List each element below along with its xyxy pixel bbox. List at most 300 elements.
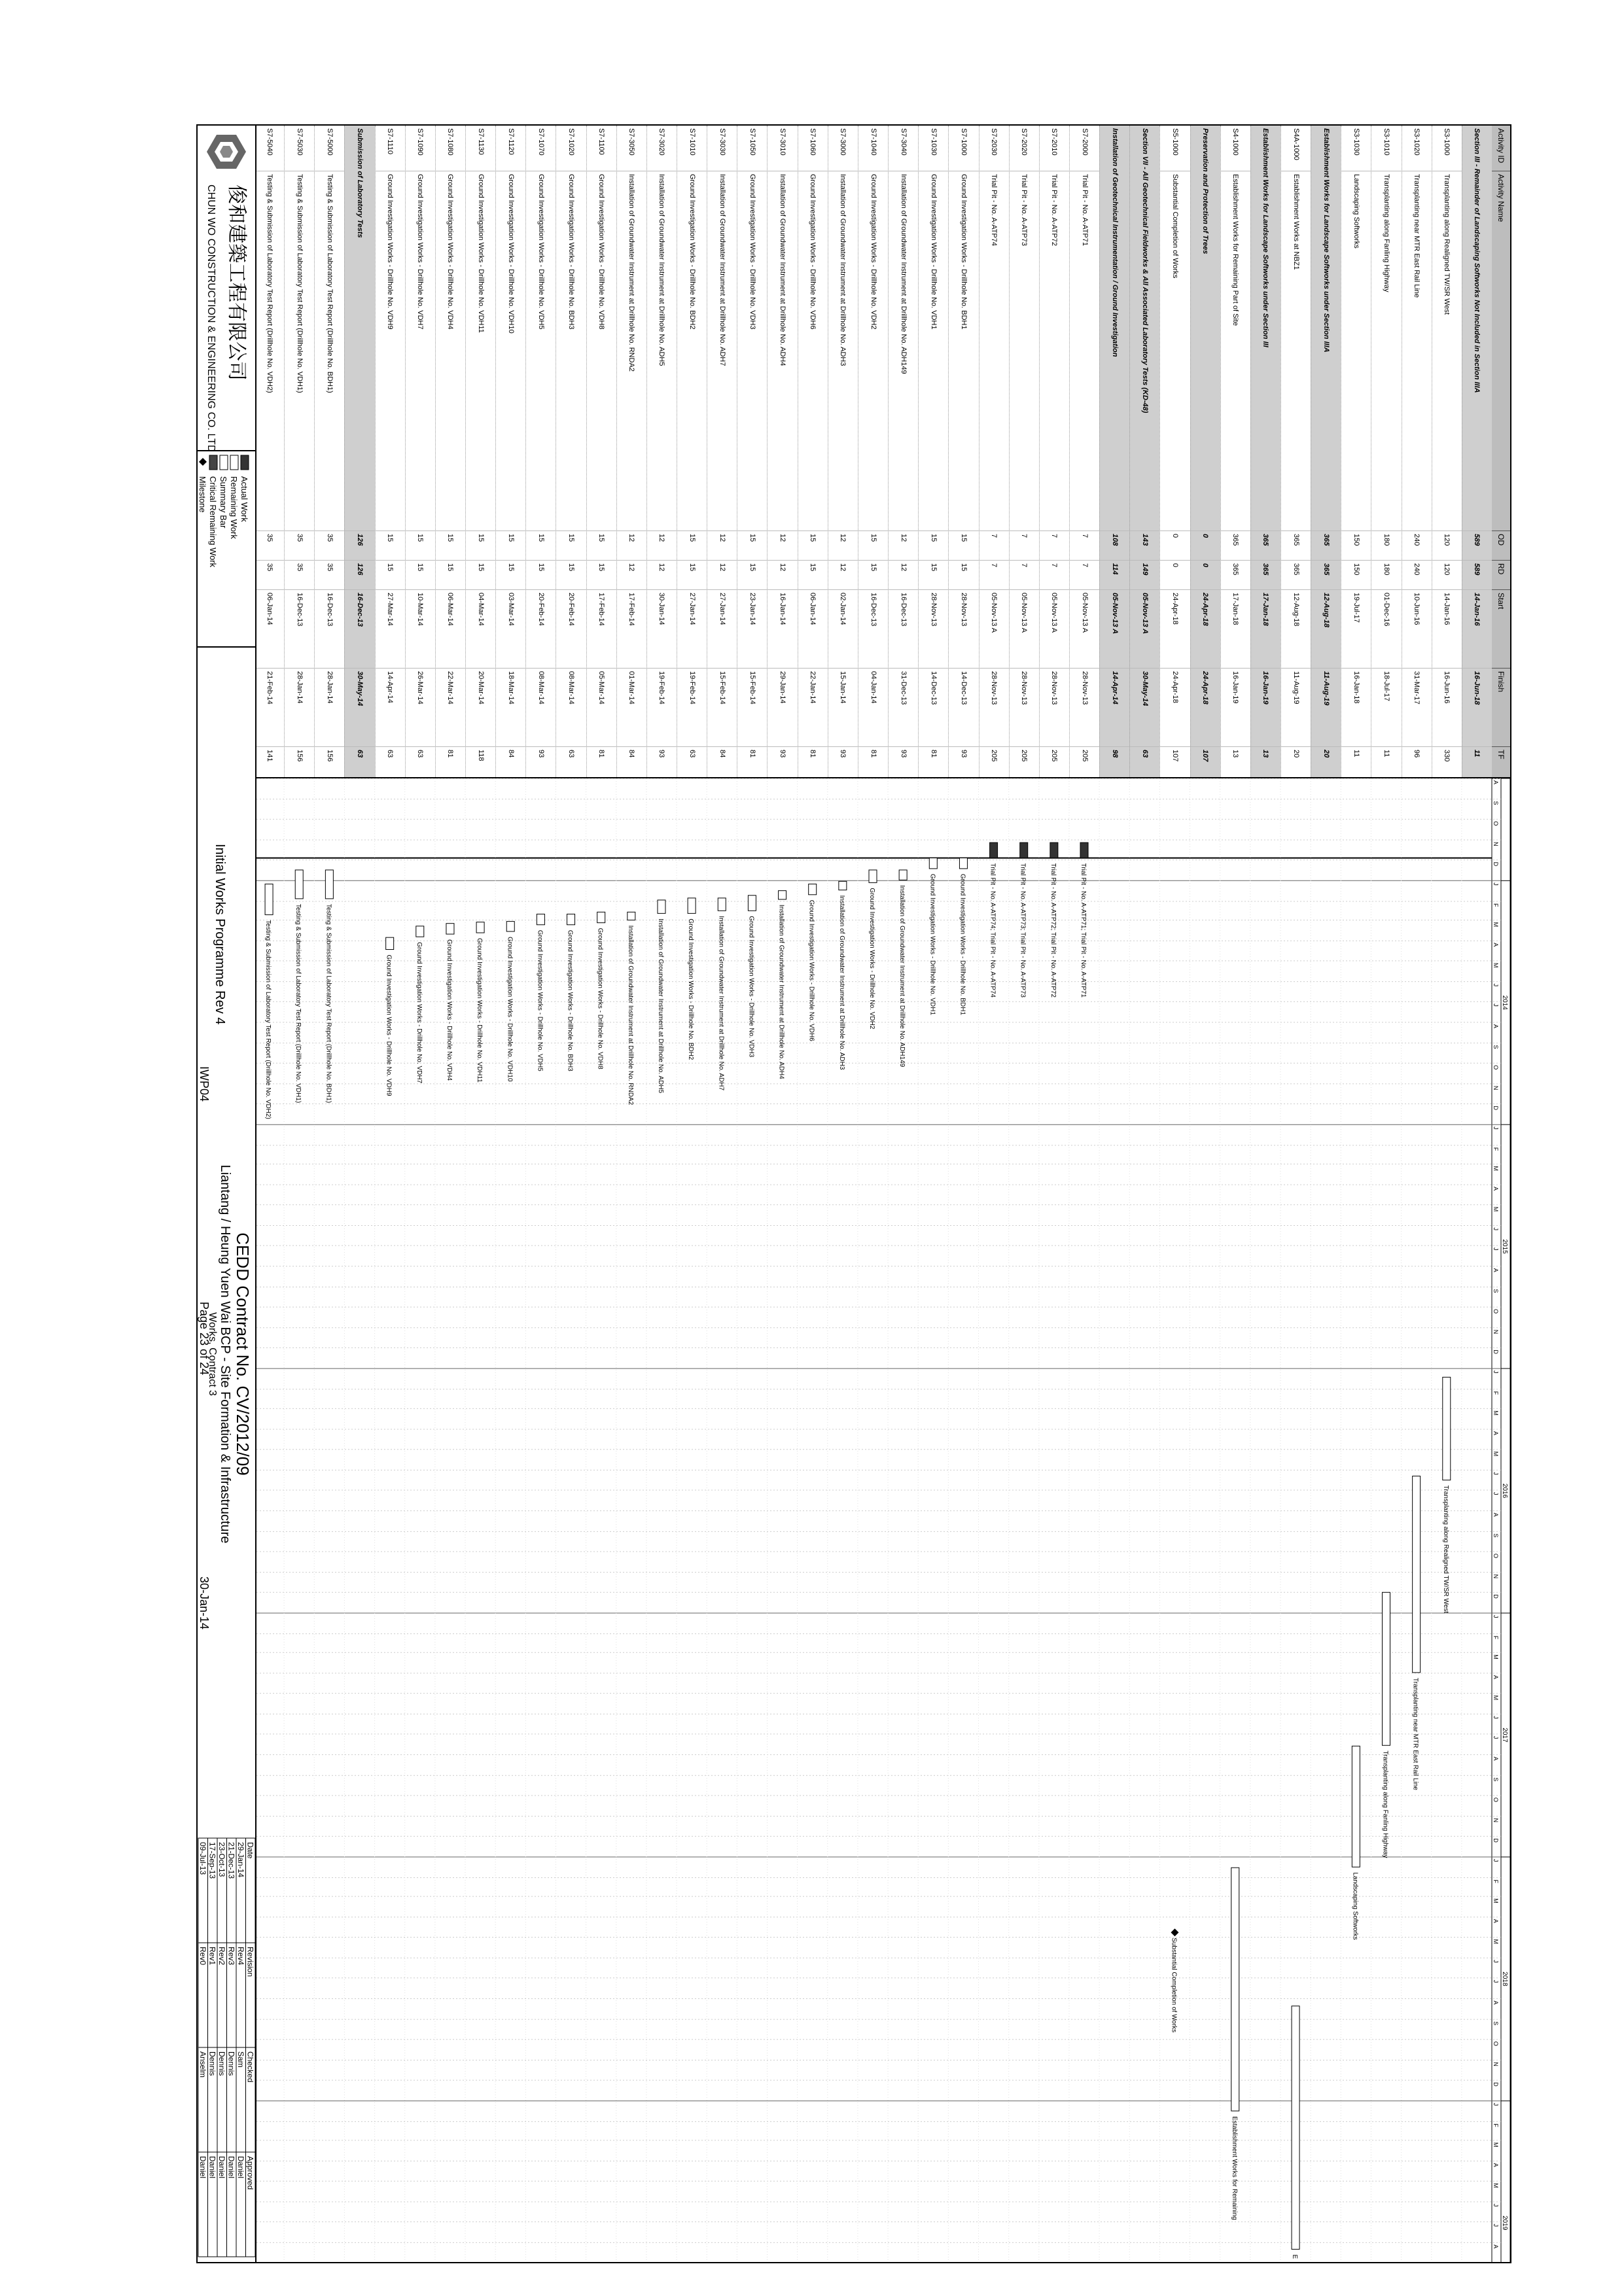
revision-cell: Rev2 bbox=[217, 1947, 226, 1966]
revision-table bbox=[198, 1838, 255, 2257]
cell-tf: 13 bbox=[1251, 747, 1280, 778]
table-row bbox=[918, 126, 948, 777]
remaining-work-bar bbox=[688, 898, 696, 913]
bar-label: Ground Investigation Works - Drillhole No. VDH3 bbox=[747, 916, 755, 1058]
month-tick-label: D bbox=[1492, 1838, 1499, 1843]
cell-tf: 93 bbox=[647, 747, 677, 778]
cell-tf: 20 bbox=[1281, 747, 1311, 778]
remaining-work-bar bbox=[567, 914, 575, 924]
cell-activity-name: Installation of Groundwater Instrument at Drillhole No. RNDA2 bbox=[617, 171, 646, 531]
cell-activity-name: Preservation and Protection of Trees bbox=[1191, 126, 1220, 531]
table-row bbox=[255, 126, 284, 777]
revision-cell: Anselm bbox=[198, 2051, 207, 2078]
month-tick-label: S bbox=[1492, 1533, 1499, 1538]
page bbox=[26, 26, 1598, 2270]
bar-label: Ground Investigation Works - Drillhole No. VDH10 bbox=[506, 936, 514, 1082]
cell-od: 108 bbox=[1100, 531, 1129, 561]
revision-cell: Daniel bbox=[226, 2156, 236, 2179]
cell-finish: 14-Apr-14 bbox=[1100, 669, 1129, 747]
cell-activity-name: Ground Investigation Works - Drillhole No. VDH10 bbox=[496, 171, 525, 531]
cell-activity-id: S7-1010 bbox=[677, 126, 707, 171]
month-tick-label: A bbox=[1492, 1024, 1499, 1028]
cell-start: 05-Nov-13 A bbox=[1010, 590, 1039, 669]
bar-label: Ground Investigation Works - Drillhole No. VDH6 bbox=[807, 899, 815, 1041]
revision-cell: Sam bbox=[236, 2051, 245, 2068]
cell-activity-id: S7-5040 bbox=[255, 126, 284, 171]
cell-activity-name: Installation of Groundwater Instrument at Drillhole No. ADH4 bbox=[768, 171, 798, 531]
cell-activity-name: Installation of Groundwater Instrument at Drillhole No. ADH149 bbox=[889, 171, 918, 531]
cell-activity-id: S4A-1000 bbox=[1281, 126, 1311, 171]
month-tick-label: J bbox=[1492, 1227, 1499, 1230]
title-svg bbox=[198, 648, 255, 2261]
month-tick-label: M bbox=[1492, 1939, 1499, 1944]
cell-tf: 11 bbox=[1341, 747, 1371, 778]
table-row bbox=[1069, 126, 1099, 777]
cell-start: 12-Aug-18 bbox=[1311, 590, 1341, 669]
month-tick-label: F bbox=[1492, 1635, 1499, 1640]
remaining-work-bar bbox=[265, 884, 273, 914]
month-tick-label: F bbox=[1492, 1147, 1499, 1151]
cell-rd: 12 bbox=[647, 561, 677, 590]
cell-finish: 28-Nov-13 bbox=[980, 669, 1009, 747]
cell-activity-name: Ground Investigation Works - Drillhole No. VDH7 bbox=[406, 171, 435, 531]
cell-finish: 08-Mar-14 bbox=[556, 669, 586, 747]
table-row bbox=[737, 126, 767, 777]
table-row bbox=[1402, 126, 1432, 777]
section-row bbox=[1129, 126, 1159, 777]
cell-tf: 84 bbox=[496, 747, 525, 778]
document-code: IWP04 bbox=[198, 1066, 211, 1102]
gantt-chart bbox=[255, 778, 1511, 2263]
month-tick-label: N bbox=[1492, 1085, 1499, 1090]
page-number: Page 23 of 24 bbox=[198, 1302, 211, 1376]
cell-od: 15 bbox=[466, 531, 495, 561]
cell-activity-id: S7-3030 bbox=[707, 126, 737, 171]
cell-finish: 20-Mar-14 bbox=[466, 669, 495, 747]
cell-finish: 21-Feb-14 bbox=[255, 669, 284, 747]
revision-cell: 09-Jul-13 bbox=[198, 1842, 207, 1875]
cell-activity-id: S7-1120 bbox=[496, 126, 525, 171]
bar-label: Substantial Completion of Works bbox=[1170, 1938, 1178, 2033]
cell-start: 17-Feb-14 bbox=[617, 590, 646, 669]
cell-rd: 12 bbox=[889, 561, 918, 590]
cell-od: 35 bbox=[255, 531, 284, 561]
cell-activity-name: Ground Investigation Works - Drillhole No. VDH2 bbox=[858, 171, 888, 531]
company-name-chinese: 俊和建築工程有限公司 bbox=[226, 184, 247, 381]
revision-header: Checked bbox=[245, 2051, 255, 2083]
cell-od: 7 bbox=[1010, 531, 1039, 561]
cell-rd: 15 bbox=[496, 561, 525, 590]
month-tick-label: F bbox=[1492, 1879, 1499, 1884]
month-tick-label: N bbox=[1492, 1818, 1499, 1823]
cell-od: 15 bbox=[677, 531, 707, 561]
cell-tf: 63 bbox=[345, 747, 374, 778]
month-tick-label: F bbox=[1492, 2123, 1499, 2127]
cell-tf: 205 bbox=[1040, 747, 1069, 778]
table-row bbox=[646, 126, 677, 777]
month-tick-label: D bbox=[1492, 1105, 1499, 1111]
revision-cell: Daniel bbox=[198, 2156, 207, 2179]
remaining-work-bar bbox=[537, 914, 544, 924]
cell-activity-id: S7-1000 bbox=[949, 126, 978, 171]
cell-tf: 156 bbox=[285, 747, 314, 778]
cell-start: 24-Apr-18 bbox=[1191, 590, 1220, 669]
cell-start: 28-Nov-13 bbox=[949, 590, 978, 669]
month-tick-label: J bbox=[1492, 1735, 1499, 1739]
year-tick-label: 2017 bbox=[1501, 1728, 1508, 1743]
month-tick-label: N bbox=[1492, 1574, 1499, 1579]
cell-activity-id: S7-5030 bbox=[285, 126, 314, 171]
revision-cell: 21-Dec-13 bbox=[226, 1842, 236, 1879]
bar-label: Testing & Submission of Laboratory Test Report (Drillhole No. BDH1) bbox=[325, 903, 332, 1104]
month-tick-label: J bbox=[1492, 1858, 1499, 1862]
cell-finish: 24-Apr-18 bbox=[1160, 669, 1190, 747]
cell-activity-id: S7-3000 bbox=[828, 126, 858, 171]
cell-rd: 589 bbox=[1462, 561, 1492, 590]
month-tick-label: J bbox=[1492, 1126, 1499, 1130]
cell-rd: 240 bbox=[1402, 561, 1432, 590]
cell-tf: 13 bbox=[1221, 747, 1250, 778]
revision-cell: Daniel bbox=[217, 2156, 226, 2179]
cell-od: 15 bbox=[798, 531, 828, 561]
cell-od: 0 bbox=[1191, 531, 1220, 561]
table-row bbox=[375, 126, 405, 777]
cell-start: 19-Jul-17 bbox=[1341, 590, 1371, 669]
cell-rd: 12 bbox=[617, 561, 646, 590]
month-tick-label: D bbox=[1492, 1594, 1499, 1599]
legend-swatch bbox=[220, 455, 228, 470]
table-row bbox=[556, 126, 586, 777]
year-tick-label: 2015 bbox=[1501, 1239, 1508, 1254]
cell-tf: 84 bbox=[707, 747, 737, 778]
cell-rd: 114 bbox=[1100, 561, 1129, 590]
cell-finish: 19-Feb-14 bbox=[677, 669, 707, 747]
cell-tf: 81 bbox=[798, 747, 828, 778]
company-name-english: CHUN WO CONSTRUCTION & ENGINEERING CO. LTD. bbox=[205, 184, 217, 450]
project-title-line-2: Works, Contract 3 bbox=[207, 1312, 218, 1396]
cell-activity-name: Installation of Groundwater Instrument at Drillhole No. ADH3 bbox=[828, 171, 858, 531]
revision-header: Revision bbox=[245, 1947, 255, 1977]
header-finish: Finish bbox=[1492, 669, 1510, 747]
month-tick-label: M bbox=[1492, 2183, 1499, 2188]
table-row bbox=[888, 126, 918, 777]
bar-label: Ground Investigation Works - Drillhole No. VDH1 bbox=[928, 873, 936, 1015]
cell-activity-id: S7-1050 bbox=[737, 126, 767, 171]
cell-start: 30-Jan-14 bbox=[647, 590, 677, 669]
cell-rd: 0 bbox=[1160, 561, 1190, 590]
cell-od: 365 bbox=[1251, 531, 1280, 561]
section-row bbox=[1250, 126, 1280, 777]
milestone-marker bbox=[1171, 1928, 1178, 1936]
bar-label: Trial Pit - No. A-ATP71; Trial Pit - No. A-ATP71 bbox=[1080, 863, 1087, 998]
cell-rd: 150 bbox=[1341, 561, 1371, 590]
cell-finish: 28-Jan-14 bbox=[285, 669, 314, 747]
legend-swatch bbox=[199, 458, 207, 466]
cell-activity-id: S7-3050 bbox=[617, 126, 646, 171]
print-date: 30-Jan-14 bbox=[198, 1576, 211, 1630]
cell-od: 12 bbox=[617, 531, 646, 561]
cell-od: 120 bbox=[1432, 531, 1462, 561]
month-tick-label: J bbox=[1492, 1716, 1499, 1719]
cell-rd: 7 bbox=[1040, 561, 1069, 590]
cell-rd: 180 bbox=[1371, 561, 1401, 590]
month-tick-label: A bbox=[1492, 780, 1499, 785]
cell-finish: 16-Jan-19 bbox=[1221, 669, 1250, 747]
bar-label: Ground Investigation Works - Drillhole No. BDH2 bbox=[687, 918, 695, 1060]
cell-finish: 28-Nov-13 bbox=[1070, 669, 1099, 747]
cell-od: 589 bbox=[1462, 531, 1492, 561]
cell-activity-name: Trial Pit - No. A-ATP71 bbox=[1070, 171, 1099, 531]
bar-label: Ground Investigation Works - Drillhole No. VDH4 bbox=[445, 939, 453, 1081]
cell-activity-id: S7-1060 bbox=[798, 126, 828, 171]
remaining-work-bar bbox=[295, 870, 303, 899]
cell-tf: 205 bbox=[980, 747, 1009, 778]
cell-od: 35 bbox=[285, 531, 314, 561]
cell-od: 150 bbox=[1341, 531, 1371, 561]
bar-label: Trial Pit - No. A-ATP74; Trial Pit - No. A-ATP74 bbox=[989, 863, 997, 998]
company-logo bbox=[198, 126, 255, 450]
bar-label: Transplanting near MTR East Rail Line bbox=[1411, 1677, 1419, 1790]
cell-od: 12 bbox=[828, 531, 858, 561]
header-start: Start bbox=[1492, 590, 1510, 669]
table-row bbox=[525, 126, 556, 777]
table-row bbox=[1159, 126, 1190, 777]
year-tick-label: 2016 bbox=[1501, 1483, 1508, 1499]
table-row bbox=[1432, 126, 1462, 777]
cell-start: 03-Mar-14 bbox=[496, 590, 525, 669]
remaining-work-bar bbox=[325, 870, 333, 899]
cell-finish: 01-Mar-14 bbox=[617, 669, 646, 747]
cell-od: 12 bbox=[647, 531, 677, 561]
bar-label: Installation of Groundwater Instrument at Drillhole No. ADH4 bbox=[777, 904, 785, 1079]
table-row bbox=[405, 126, 435, 777]
cell-od: 15 bbox=[436, 531, 465, 561]
cell-activity-id: S3-1000 bbox=[1432, 126, 1462, 171]
table-row bbox=[1039, 126, 1069, 777]
cell-rd: 15 bbox=[587, 561, 616, 590]
table-row bbox=[798, 126, 828, 777]
month-tick-label: S bbox=[1492, 2021, 1499, 2026]
logo-mark-icon bbox=[207, 135, 246, 169]
revision-cell: Dennis bbox=[207, 2051, 217, 2076]
cell-rd: 7 bbox=[1010, 561, 1039, 590]
legend-svg bbox=[198, 451, 255, 645]
cell-activity-name: Landscaping Softworks bbox=[1341, 171, 1371, 531]
cell-rd: 15 bbox=[919, 561, 948, 590]
cell-start: 02-Jan-14 bbox=[828, 590, 858, 669]
cell-activity-id: S7-1080 bbox=[436, 126, 465, 171]
month-tick-label: J bbox=[1492, 1492, 1499, 1495]
header-od: OD bbox=[1492, 531, 1510, 561]
cell-od: 126 bbox=[345, 531, 374, 561]
cell-finish: 31-Mar-17 bbox=[1402, 669, 1432, 747]
cell-activity-name: Ground Investigation Works - Drillhole No. VDH6 bbox=[798, 171, 828, 531]
year-tick-label: 2019 bbox=[1501, 2216, 1508, 2231]
month-tick-label: J bbox=[1492, 1614, 1499, 1618]
cell-activity-name: Substantial Completion of Works bbox=[1160, 171, 1190, 531]
month-tick-label: O bbox=[1492, 1553, 1499, 1559]
revision-cell: Daniel bbox=[236, 2156, 245, 2179]
cell-activity-id: S7-1110 bbox=[376, 126, 405, 171]
month-tick-label: J bbox=[1492, 2204, 1499, 2207]
table-row bbox=[1280, 126, 1311, 777]
cell-od: 15 bbox=[919, 531, 948, 561]
cell-activity-id: S7-1100 bbox=[587, 126, 616, 171]
revision-header: Approved bbox=[245, 2156, 255, 2190]
month-tick-label: J bbox=[1492, 1960, 1499, 1963]
month-tick-label: A bbox=[1492, 1431, 1499, 1436]
cell-od: 365 bbox=[1311, 531, 1341, 561]
month-tick-label: M bbox=[1492, 1451, 1499, 1457]
cell-activity-id: S7-2010 bbox=[1040, 126, 1069, 171]
cell-rd: 120 bbox=[1432, 561, 1462, 590]
cell-od: 15 bbox=[526, 531, 556, 561]
cell-finish: 15-Jan-14 bbox=[828, 669, 858, 747]
month-tick-label: A bbox=[1492, 1756, 1499, 1761]
month-tick-label: N bbox=[1492, 2062, 1499, 2066]
month-tick-label: A bbox=[1492, 2163, 1499, 2167]
month-tick-label: N bbox=[1492, 841, 1499, 846]
header-activity-name: Activity Name bbox=[1492, 171, 1510, 531]
cell-tf: 63 bbox=[556, 747, 586, 778]
month-tick-label: N bbox=[1492, 1329, 1499, 1334]
cell-finish: 15-Feb-14 bbox=[737, 669, 767, 747]
cell-tf: 98 bbox=[1100, 747, 1129, 778]
cell-activity-id: S7-2030 bbox=[980, 126, 1009, 171]
cell-start: 16-Dec-13 bbox=[858, 590, 888, 669]
cell-activity-id: S7-1040 bbox=[858, 126, 888, 171]
month-tick-label: A bbox=[1492, 943, 1499, 947]
cell-tf: 81 bbox=[919, 747, 948, 778]
section-row bbox=[1099, 126, 1129, 777]
bar-label: Trial Pit - No. A-ATP73; Trial Pit - No. A-ATP73 bbox=[1019, 863, 1027, 998]
bar-label: Ground Investigation Works - Drillhole No. VDH11 bbox=[476, 937, 484, 1083]
cell-start: 16-Dec-13 bbox=[889, 590, 918, 669]
month-tick-label: M bbox=[1492, 922, 1499, 928]
month-tick-label: J bbox=[1492, 1247, 1499, 1251]
cell-rd: 35 bbox=[255, 561, 284, 590]
month-tick-label: D bbox=[1492, 2082, 1499, 2087]
cell-activity-name: Ground Investigation Works - Drillhole No. VDH5 bbox=[526, 171, 556, 531]
section-row bbox=[1311, 126, 1341, 777]
section-row bbox=[1462, 126, 1492, 777]
cell-start: 06-Jan-14 bbox=[255, 590, 284, 669]
cell-finish: 24-Apr-18 bbox=[1191, 669, 1220, 747]
cell-od: 7 bbox=[1040, 531, 1069, 561]
cell-rd: 12 bbox=[828, 561, 858, 590]
cell-finish: 18-Jul-17 bbox=[1371, 669, 1401, 747]
legend bbox=[196, 451, 255, 648]
bar-label: Transplanting along Fanling Highway bbox=[1381, 1750, 1389, 1858]
cell-rd: 15 bbox=[526, 561, 556, 590]
cell-finish: 04-Jan-14 bbox=[858, 669, 888, 747]
revision-cell: 17-Sep-13 bbox=[207, 1842, 217, 1879]
revision-cell: Dennis bbox=[226, 2051, 236, 2076]
cell-activity-id: S7-1090 bbox=[406, 126, 435, 171]
remaining-work-bar bbox=[446, 924, 454, 934]
cell-finish: 26-Mar-14 bbox=[406, 669, 435, 747]
cell-od: 15 bbox=[496, 531, 525, 561]
bar-label: Installation of Groundwater Instrument at Drillhole No. ADH5 bbox=[656, 918, 664, 1094]
bar-label: Ground Investigation Works - Drillhole No. BDH3 bbox=[566, 930, 574, 1071]
cell-tf: 93 bbox=[889, 747, 918, 778]
table-row bbox=[1341, 126, 1371, 777]
cell-activity-name: Ground Investigation Works - Drillhole No. BDH1 bbox=[949, 171, 978, 531]
cell-start: 17-Jan-18 bbox=[1221, 590, 1250, 669]
bar-label: Ground Investigation Works - Drillhole No. VDH8 bbox=[596, 928, 604, 1070]
month-tick-label: A bbox=[1492, 1919, 1499, 1923]
cell-od: 15 bbox=[406, 531, 435, 561]
cell-rd: 12 bbox=[768, 561, 798, 590]
cell-finish: 18-Mar-14 bbox=[496, 669, 525, 747]
cell-rd: 12 bbox=[707, 561, 737, 590]
legend-label: Remaining Work bbox=[229, 476, 239, 539]
revision-cell: Dennis bbox=[217, 2051, 226, 2076]
remaining-work-bar bbox=[779, 891, 786, 899]
cell-start: 10-Jun-16 bbox=[1402, 590, 1432, 669]
actual-work-bar bbox=[1020, 843, 1028, 858]
month-tick-label: S bbox=[1492, 1045, 1499, 1049]
cell-activity-name: Installation of Groundwater Instrument at Drillhole No. ADH5 bbox=[647, 171, 677, 531]
cell-finish: 14-Dec-13 bbox=[949, 669, 978, 747]
month-tick-label: J bbox=[1492, 1979, 1499, 1983]
table-row bbox=[495, 126, 525, 777]
cell-start: 27-Mar-14 bbox=[376, 590, 405, 669]
remaining-work-bar bbox=[476, 922, 484, 933]
cell-tf: 20 bbox=[1311, 747, 1341, 778]
cell-start: 27-Jan-14 bbox=[677, 590, 707, 669]
legend-label: Summary Bar bbox=[219, 476, 228, 529]
cell-activity-name: Ground Investigation Works - Drillhole No. VDH11 bbox=[466, 171, 495, 531]
cell-od: 365 bbox=[1221, 531, 1250, 561]
cell-rd: 365 bbox=[1251, 561, 1280, 590]
cell-start: 12-Aug-18 bbox=[1281, 590, 1311, 669]
cell-start: 06-Jan-14 bbox=[798, 590, 828, 669]
remaining-work-bar bbox=[718, 898, 726, 911]
cell-rd: 365 bbox=[1311, 561, 1341, 590]
cell-activity-id: S7-1070 bbox=[526, 126, 556, 171]
cell-tf: 118 bbox=[466, 747, 495, 778]
cell-activity-id: S7-3010 bbox=[768, 126, 798, 171]
cell-tf: 93 bbox=[768, 747, 798, 778]
year-tick-label: 2018 bbox=[1501, 1972, 1508, 1987]
revision-cell: Rev4 bbox=[236, 1947, 245, 1966]
cell-rd: 15 bbox=[466, 561, 495, 590]
section-row bbox=[1190, 126, 1220, 777]
cell-rd: 15 bbox=[858, 561, 888, 590]
remaining-work-bar bbox=[899, 870, 907, 880]
cell-activity-name: Ground Investigation Works - Drillhole No. VDH8 bbox=[587, 171, 616, 531]
cell-tf: 81 bbox=[858, 747, 888, 778]
legend-label: Actual Work bbox=[239, 476, 249, 522]
cell-start: 23-Jan-14 bbox=[737, 590, 767, 669]
cell-od: 15 bbox=[737, 531, 767, 561]
month-tick-label: J bbox=[1492, 1370, 1499, 1374]
cell-activity-id: S4-1000 bbox=[1221, 126, 1250, 171]
remaining-work-bar bbox=[1443, 1377, 1451, 1480]
remaining-work-bar bbox=[1413, 1476, 1421, 1673]
remaining-work-bar bbox=[748, 896, 756, 911]
company-logo-block bbox=[196, 124, 255, 451]
bar-label: Transplanting along Realigned TW/SR West bbox=[1441, 1485, 1449, 1614]
cell-finish: 19-Feb-14 bbox=[647, 669, 677, 747]
bar-label: Installation of Groundwater Instrument at Drillhole No. ADH3 bbox=[838, 895, 845, 1070]
month-tick-label: M bbox=[1492, 1654, 1499, 1660]
month-tick-label: O bbox=[1492, 1797, 1499, 1802]
month-tick-label: S bbox=[1492, 801, 1499, 805]
cell-od: 7 bbox=[1070, 531, 1099, 561]
actual-work-bar bbox=[990, 843, 998, 858]
